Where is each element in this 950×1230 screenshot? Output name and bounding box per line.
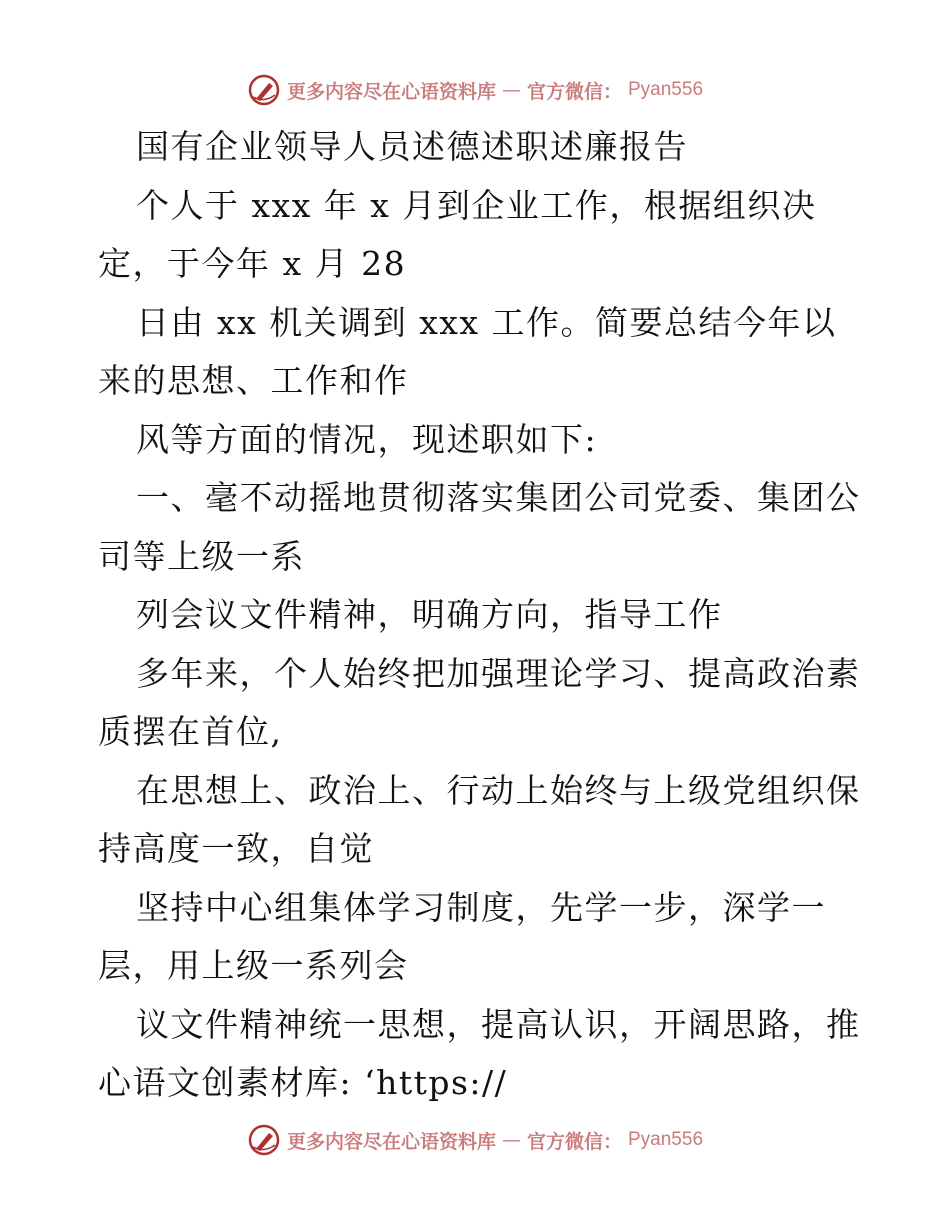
- banner-separator: —: [501, 79, 521, 101]
- footer-banner: [0, 1120, 950, 1160]
- paragraph-line: 来的思想、工作和作: [98, 361, 409, 400]
- banner-official-label: 官方微信：: [526, 80, 622, 103]
- banner-official-label: 官方微信：: [526, 1130, 622, 1153]
- paragraph-line: 列会议文件精神，明确方向，指导工作: [136, 595, 723, 634]
- paragraph-line: 坚持中心组集体学习制度，先学一步，深学一: [136, 887, 826, 927]
- banner-wechat-id: Pyan556: [628, 1129, 704, 1150]
- banner-wechat-id: Pyan556: [628, 79, 704, 100]
- banner: [247, 1123, 703, 1157]
- pen-circle-logo-icon: [247, 1123, 281, 1157]
- paragraph-line: 持高度一致，自觉: [98, 829, 374, 868]
- banner: [247, 73, 703, 107]
- banner-site-name: 更多内容尽在心语资料库: [286, 80, 496, 103]
- paragraph-line: 个人于 xxx 年 x 月到企业工作，根据组织决: [136, 185, 817, 225]
- document-body: [98, 118, 861, 1113]
- banner-site-name: 更多内容尽在心语资料库: [286, 1130, 496, 1153]
- paragraph-line: 多年来，个人始终把加强理论学习、提高政治素: [136, 653, 861, 693]
- paragraph-line: 层，用上级一系列会: [98, 946, 409, 985]
- paragraph-line: 议文件精神统一思想，提高认识，开阔思路，推: [136, 1004, 861, 1044]
- paragraph-line: 定，于今年 x 月 28: [98, 244, 407, 283]
- section-heading-line: 司等上级一系: [98, 536, 305, 576]
- section-heading-line: 一、毫不动摇地贯彻落实集团公司党委、集团公: [136, 478, 861, 517]
- document-title: 国有企业领导人员述德述职述廉报告: [136, 127, 688, 166]
- paragraph-line: 质摆在首位,: [98, 712, 283, 751]
- paragraph-line: 在思想上、政治上、行动上始终与上级党组织保: [136, 770, 861, 810]
- pen-circle-logo-icon: [247, 73, 281, 107]
- banner-separator: —: [501, 1129, 521, 1151]
- paragraph-line: 风等方面的情况，现述职如下:: [136, 419, 598, 459]
- paragraph-line: 日由 xx 机关调到 xxx 工作。简要总结今年以: [136, 302, 837, 342]
- header-banner: [0, 70, 950, 110]
- paragraph-line: 心语文创素材库: ‘https://: [98, 1063, 508, 1102]
